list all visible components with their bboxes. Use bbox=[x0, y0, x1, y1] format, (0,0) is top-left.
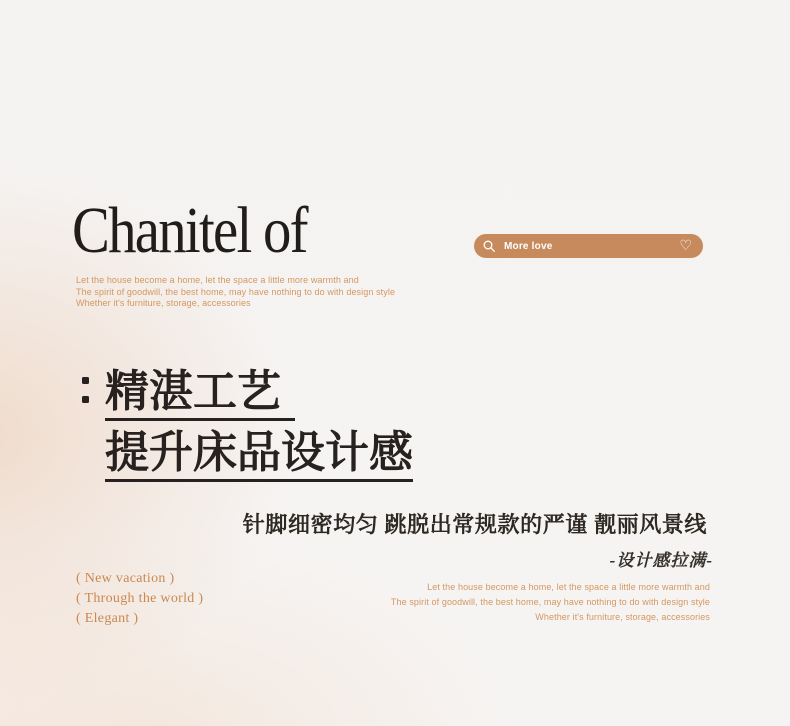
search-icon bbox=[483, 240, 496, 253]
brand-intro-line: The spirit of goodwill, the best home, may have nothing to do with design style bbox=[76, 286, 396, 297]
script-note: -设计感拉满- bbox=[609, 551, 713, 570]
outro-line: Let the house become a home, let the space a little more warmth and bbox=[427, 582, 710, 592]
colon-mark bbox=[82, 377, 89, 403]
brand-title: Chanitel of bbox=[72, 194, 307, 267]
tag-item: ( New vacation ) bbox=[76, 571, 175, 586]
tag-list bbox=[76, 569, 203, 629]
tag-item: ( Elegant ) bbox=[76, 611, 139, 626]
tagline: 针脚细密均匀 跳脱出常规款的严谨 靓丽风景线 bbox=[242, 512, 707, 537]
search-pill[interactable] bbox=[474, 234, 703, 258]
tag-item: ( Through the world ) bbox=[76, 591, 204, 606]
outro-text bbox=[391, 580, 710, 625]
search-pill-label: More love bbox=[504, 240, 553, 252]
brand-intro bbox=[76, 275, 395, 310]
outro-line: The spirit of goodwill, the best home, may have nothing to do with design style bbox=[390, 597, 710, 607]
headline-line-1: 精湛工艺 bbox=[105, 366, 295, 421]
heart-icon[interactable]: ♡ bbox=[679, 238, 692, 254]
headline bbox=[105, 366, 413, 482]
tagline-block bbox=[242, 508, 713, 571]
brand-intro-line: Let the house become a home, let the space a little more warmth and bbox=[76, 275, 359, 285]
brand-intro-line: Whether it's furniture, storage, accessories bbox=[76, 298, 251, 308]
headline-line-2: 提升床品设计感 bbox=[105, 427, 413, 482]
outro-line: Whether it's furniture, storage, accessories bbox=[535, 612, 710, 622]
